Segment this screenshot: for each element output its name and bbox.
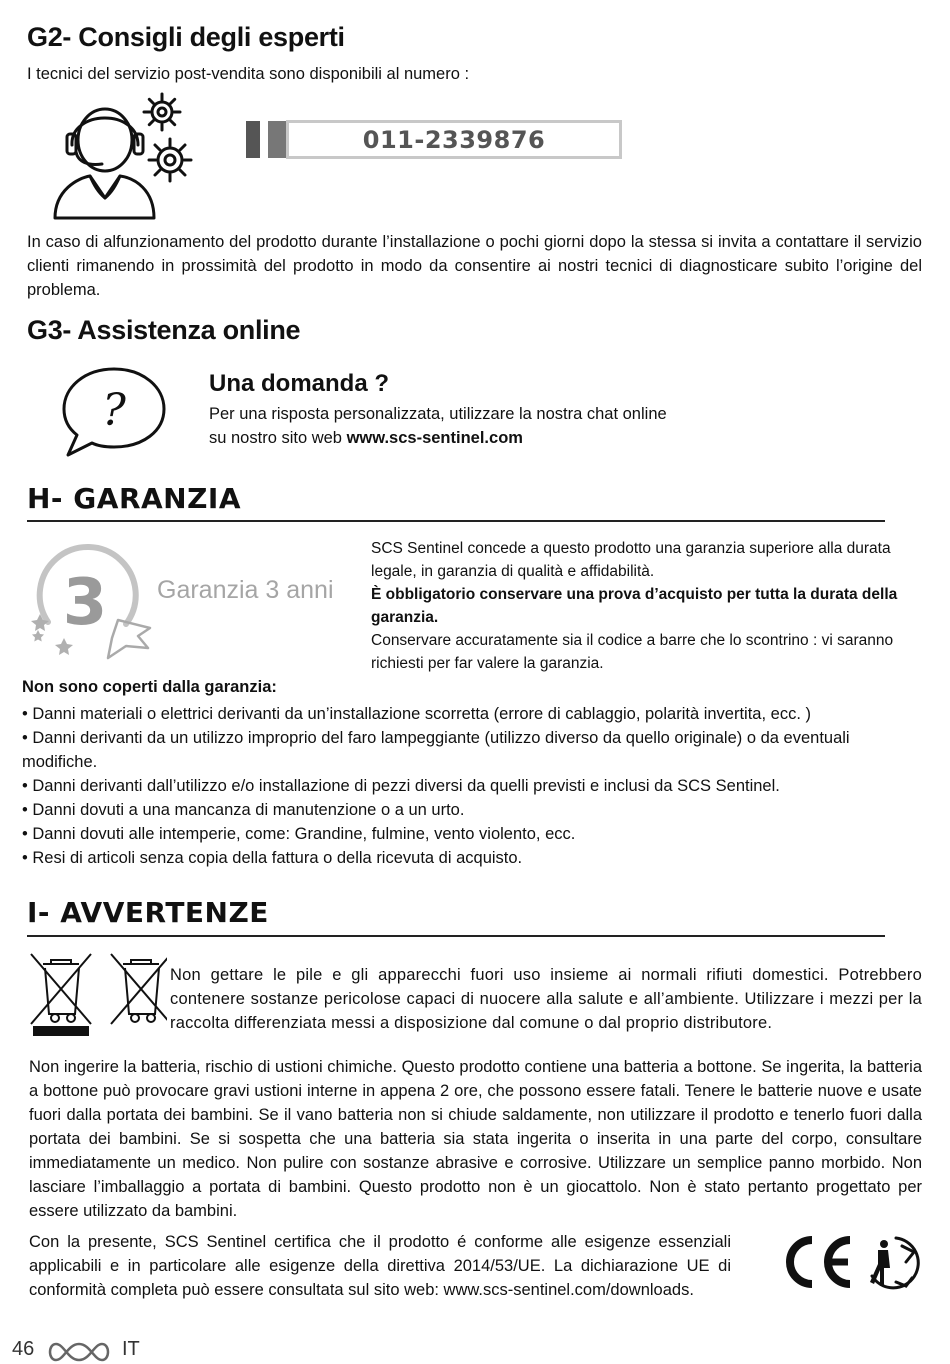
page-number: 46 — [12, 1338, 35, 1360]
conformity-text: Con la presente, SCS Sentinel certifica che il prodotto é conforme alle esigenze essenziali applicabili e in particolare alle esigenze della direttiva 2014/53/UE. La dichiarazione UE di conformità completa può essere consultata sul sito web: www.scs-sentinel.com/downloads. — [29, 1233, 731, 1299]
phone-bar-decoration — [246, 121, 260, 158]
not-covered-item: • Danni materiali o elettrici derivanti da un’installazione scorretta (errore di cablaggio, polarità invertita, ecc. ) — [22, 702, 922, 726]
warranty-p3: Conservare accuratamente sia il codice a barre che lo scontrino : vi saranno richiesti per far valere la garanzia. — [371, 632, 894, 672]
scs-infinity-logo — [46, 1340, 112, 1364]
ce-mark-icon — [778, 1232, 858, 1292]
badge-label: Garanzia 3 anni — [157, 576, 334, 604]
headset-support-icon — [50, 90, 200, 222]
g3-line2-prefix: su nostro sito web — [209, 429, 347, 447]
not-covered-item: • Danni dovuti alle intemperie, come: Grandine, fulmine, vento violento, ecc. — [22, 822, 922, 846]
svg-text:?: ? — [102, 385, 126, 436]
badge-number: 3 — [62, 566, 108, 640]
crossed-bin-icon — [27, 950, 167, 1040]
section-divider — [27, 935, 885, 937]
section-divider — [27, 520, 885, 522]
language-code: IT — [122, 1338, 140, 1360]
phone-bar-decoration — [268, 121, 286, 158]
phone-number: 011-2339876 — [286, 120, 622, 159]
not-covered-item: • Resi di articoli senza copia della fattura o della ricevuta di acquisto. — [22, 846, 922, 870]
section-title-g3: G3- Assistenza online — [27, 315, 301, 345]
section-title-g2: G2- Consigli degli esperti — [27, 22, 345, 52]
section-title-h: H- GARANZIA — [27, 482, 242, 515]
warranty-p1: SCS Sentinel concede a questo prodotto una garanzia superiore alla durata legale, in garanzia di qualità e affidabilità. — [371, 540, 891, 580]
g3-question: Una domanda ? — [209, 370, 390, 397]
not-covered-item: • Danni derivanti da un utilizzo improprio del faro lampeggiante (utilizzo diverso da quello originale) o da eventuali modifiche. — [22, 726, 922, 774]
weee-text: Non gettare le pile e gli apparecchi fuori uso insieme ai normali rifiuti domestici. Potrebbero contenere sostanze pericolose capaci di nuocere alla salute e all’ambiente. Utilizzare i mezzi per la raccolta differenziata messi a disposizione dal comune o dal proprio distributore. — [170, 966, 922, 1032]
not-covered-item: • Danni dovuti a una mancanza di manutenzione o a un urto. — [22, 798, 922, 822]
warranty-badge-icon — [30, 542, 158, 662]
not-covered-title: Non sono coperti dalla garanzia: — [22, 678, 277, 696]
section-title-i: I- AVVERTENZE — [27, 896, 269, 929]
g3-line1: Per una risposta personalizzata, utilizzare la nostra chat online — [209, 405, 667, 423]
battery-warning: Non ingerire la batteria, rischio di ustioni chimiche. Questo prodotto contiene una batteria a bottone. Se ingerita, la batteria a bottone può provocare gravi ustioni interne in appena 2 ore, che possono essere fatali. Tenere le batterie nuove e usate fuori dalla portata dei bambini. Se il vano batteria non si chiude saldamente, non utilizzare il prodotto e tenerlo fuori dalla portata dei bambini. Se si sospetta che una batteria sia stata ingerita o inserita in una parte del corpo, consultare immediatamente un medico. Non pulire con sostanze abrasive e corrosive. Utilizzare un semplice panno morbido. Non lasciare l’imballaggio a portata di bambini. Questo prodotto non è un giocattolo. Non è stato pertanto progettato per essere utilizzato da bambini. — [29, 1058, 922, 1220]
website-link[interactable]: www.scs-sentinel.com — [346, 429, 523, 447]
g3-line2 — [209, 426, 523, 450]
not-covered-item: • Danni derivanti dall’utilizzo e/o installazione di pezzi diversi da quelli previsti e inclusi da SCS Sentinel. — [22, 774, 922, 798]
g2-body: In caso di alfunzionamento del prodotto durante l’installazione o pochi giorni dopo la stessa si invita a contattare il servizio clienti rimanendo in prossimità del prodotto in modo da consentire ai nostri tecnici di diagnosticare subito l’origine del problema. — [27, 233, 922, 299]
warranty-text — [371, 537, 901, 675]
question-bubble-icon — [60, 365, 168, 460]
warranty-p2: È obbligatorio conservare una prova d’acquisto per tutta la durata della garanzia. — [371, 586, 898, 626]
triman-recycle-icon — [862, 1232, 926, 1294]
not-covered-list — [22, 702, 922, 870]
g2-intro: I tecnici del servizio post-vendita sono disponibili al numero : — [27, 65, 470, 83]
